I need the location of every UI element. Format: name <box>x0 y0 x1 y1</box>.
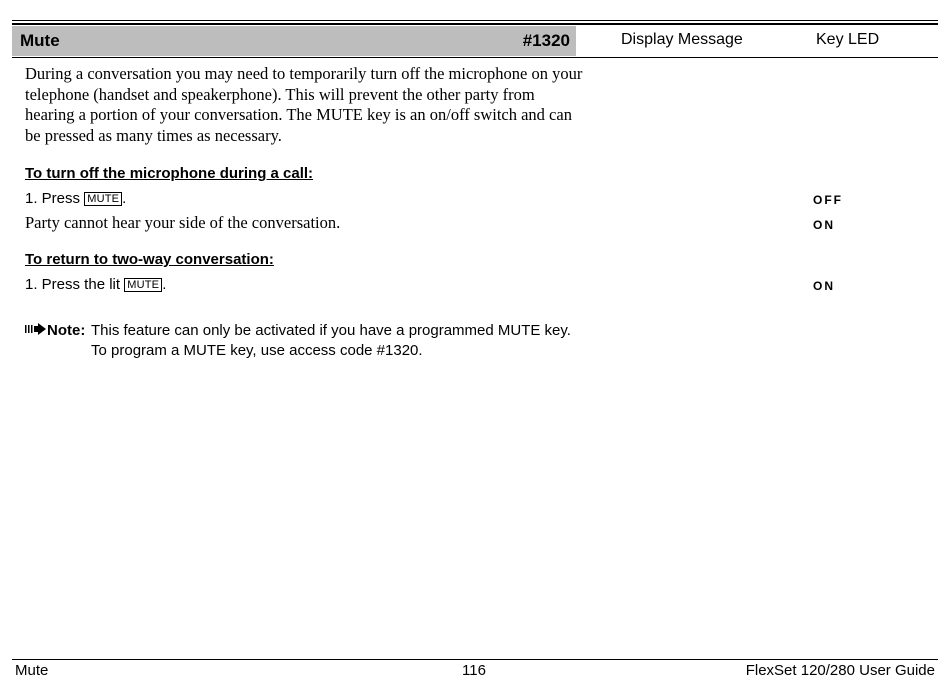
mute-key-label: MUTE <box>84 192 122 206</box>
note-block <box>25 321 585 360</box>
note-label: Note: <box>47 322 86 339</box>
led-status-on: ON <box>813 279 835 293</box>
footer-guide-title: FlexSet 120/280 User Guide <box>745 662 935 679</box>
footer-section-name: Mute <box>15 662 49 679</box>
mute-key-label: MUTE <box>124 278 162 292</box>
step-press-mute <box>25 190 126 207</box>
intro-paragraph: During a conversation you may need to temporarily turn off the microphone on your telephone (handset and speakerphone). This will prevent the other party from hearing a portion of your conversation. The MUTE key is an on/off switch and can be pressed as many times as necessary. <box>25 64 583 145</box>
key-led-column-header: Key LED <box>816 31 880 48</box>
top-rule-thin <box>12 20 938 21</box>
result-text: Party cannot hear your side of the conversation. <box>25 213 341 232</box>
step-text: 1. Press the lit <box>25 276 121 293</box>
note-text: This feature can only be activated if you have a programmed MUTE key. To program a MUTE key, use access code #1320. <box>91 322 571 359</box>
feature-title: Mute <box>20 31 60 50</box>
section-heading-turn-off: To turn off the microphone during a call: <box>25 165 314 182</box>
step-text: 1. Press <box>25 190 81 207</box>
led-status-off: OFF <box>813 193 843 207</box>
note-arrow-icon <box>25 323 47 335</box>
feature-access-code: #1320 <box>522 31 570 50</box>
page-number: 116 <box>462 662 486 679</box>
top-rule-thick <box>12 23 938 25</box>
display-message-column-header: Display Message <box>621 31 743 48</box>
led-status-on: ON <box>813 218 835 232</box>
footer-rule <box>12 659 938 660</box>
section-heading-return: To return to two-way conversation: <box>25 251 274 268</box>
feature-header-bar <box>12 26 576 56</box>
header-divider <box>12 57 938 58</box>
step-suffix: . <box>122 190 127 207</box>
step-suffix: . <box>162 276 167 293</box>
step-press-lit-mute <box>25 276 166 293</box>
